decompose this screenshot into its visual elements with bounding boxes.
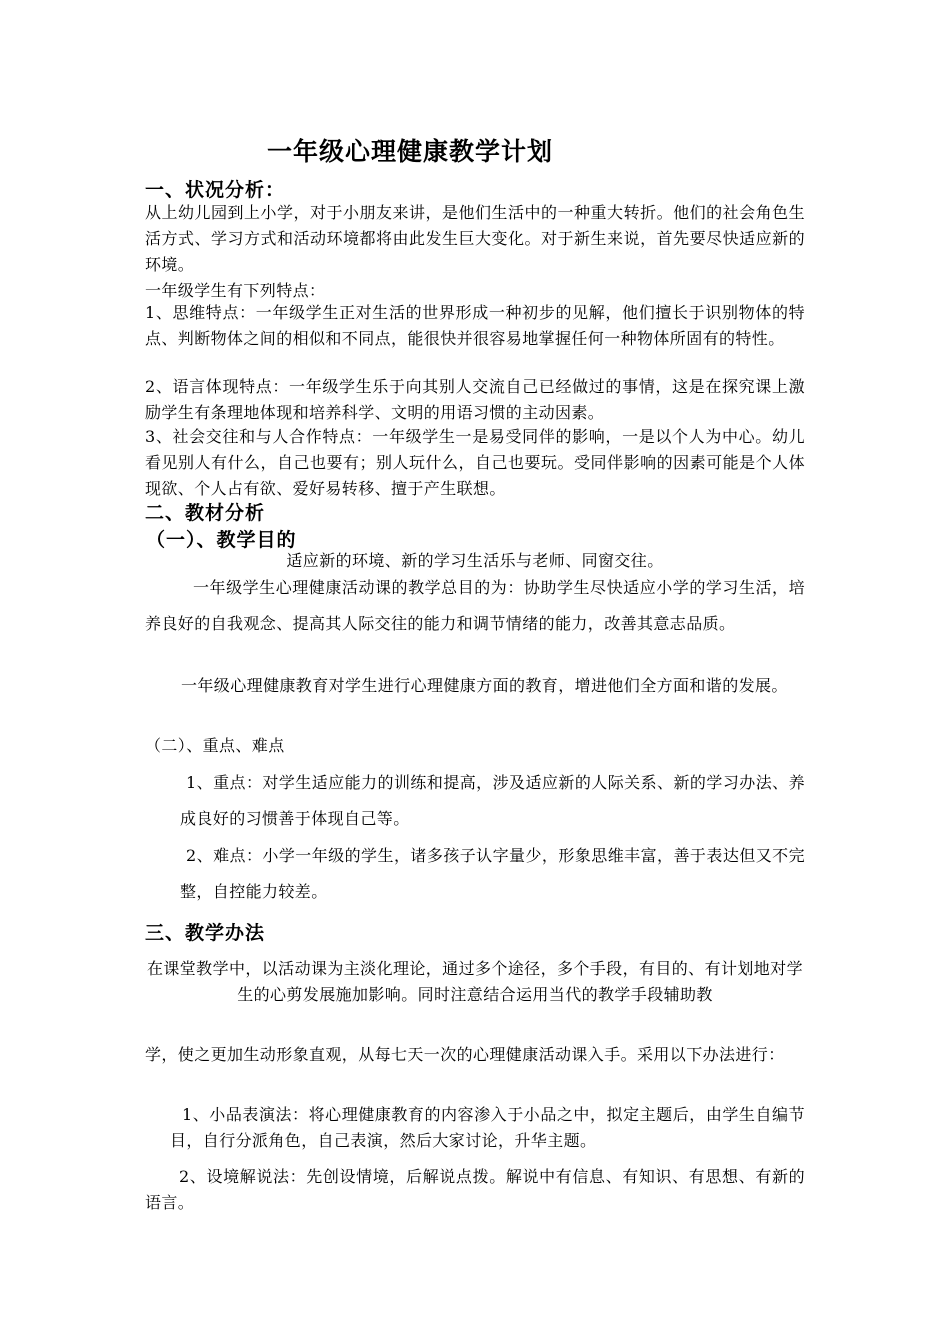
section-1-paragraph-3: 1、思维特点：一年级学生正对生活的世界形成一种初步的见解，他们擅长于识别物体的特点、判断物体之间的相似和不同点，能很快并很容易地掌握任何一种物体所固有的特性。 <box>145 303 805 348</box>
section-3-heading: 三、教学办法 <box>145 922 266 944</box>
section-2-key-point: 1、重点：对学生适应能力的训练和提高，涉及适应新的人际关系、新的学习办法、养成良好的习惯善于体现自己等。 <box>180 773 805 828</box>
section-2-goal: 适应新的环境、新的学习生活乐与老师、同窗交往。 <box>286 551 664 570</box>
section-1-paragraph-4: 2、语言体现特点：一年级学生乐于向其别人交流自己已经做过的事情，这是在探究课上激励学生有条理地体现和培养科学、文明的用语习惯的主动因素。 <box>145 377 805 422</box>
document-title: 一年级心理健康教学计划 <box>266 137 553 166</box>
section-2-subheading-2: （二）、重点、难点 <box>145 736 285 755</box>
section-2-paragraph-1: 一年级学生心理健康活动课的教学总目的为：协助学生尽快适应小学的学习生活，培养良好的自我观念、提高其人际交往的能力和调节情绪的能力，改善其意志品质。 <box>145 578 805 633</box>
section-1-paragraph-2: 一年级学生有下列特点： <box>145 281 326 300</box>
section-1-paragraph-1: 从上幼儿园到上小学，对于小朋友来讲，是他们生活中的一种重大转折。他们的社会角色生活方式、学习方式和活动环境都将由此发生巨大变化。对于新生来说，首先要尽快适应新的环境。 <box>145 203 805 274</box>
section-3-method-1: 1、小品表演法：将心理健康教育的内容渗入于小品之中，拟定主题后，由学生自编节目，自行分派角色，自己表演，然后大家讨论，升华主题。 <box>170 1105 805 1150</box>
section-1-heading: 一、状况分析： <box>145 179 286 201</box>
section-2-subheading-1: （一）、教学目的 <box>146 529 297 551</box>
section-2-paragraph-2: 一年级心理健康教育对学生进行心理健康方面的教育，增进他们全方面和谐的发展。 <box>181 676 788 695</box>
section-2-heading: 二、教材分析 <box>145 502 266 524</box>
section-3-paragraph-2: 学，使之更加生动形象直观，从每七天一次的心理健康活动课入手。采用以下办法进行： <box>145 1045 785 1064</box>
section-2-difficult-point: 2、难点：小学一年级的学生，诸多孩子认字量少，形象思维丰富，善于表达但又不完整，自控能力较差。 <box>180 846 805 901</box>
section-3-method-2: 2、设境解说法：先创设情境，后解说点拨。解说中有信息、有知识、有思想、有新的语言。 <box>145 1167 805 1212</box>
section-3-paragraph-1: 在课堂教学中，以活动课为主淡化理论，通过多个途径，多个手段，有目的、有计划地对学生的心剪发展施加影响。同时注意结合运用当代的教学手段辅助教 <box>146 959 803 1004</box>
section-1-paragraph-5: 3、社会交往和与人合作特点：一年级学生一是易受同伴的影响，一是以个人为中心。幼儿看见别人有什么，自己也要有；别人玩什么，自己也要玩。受同伴影响的因素可能是个人体现欲、个人占有欲、爱好易转移、擅于产生联想。 <box>145 427 805 498</box>
